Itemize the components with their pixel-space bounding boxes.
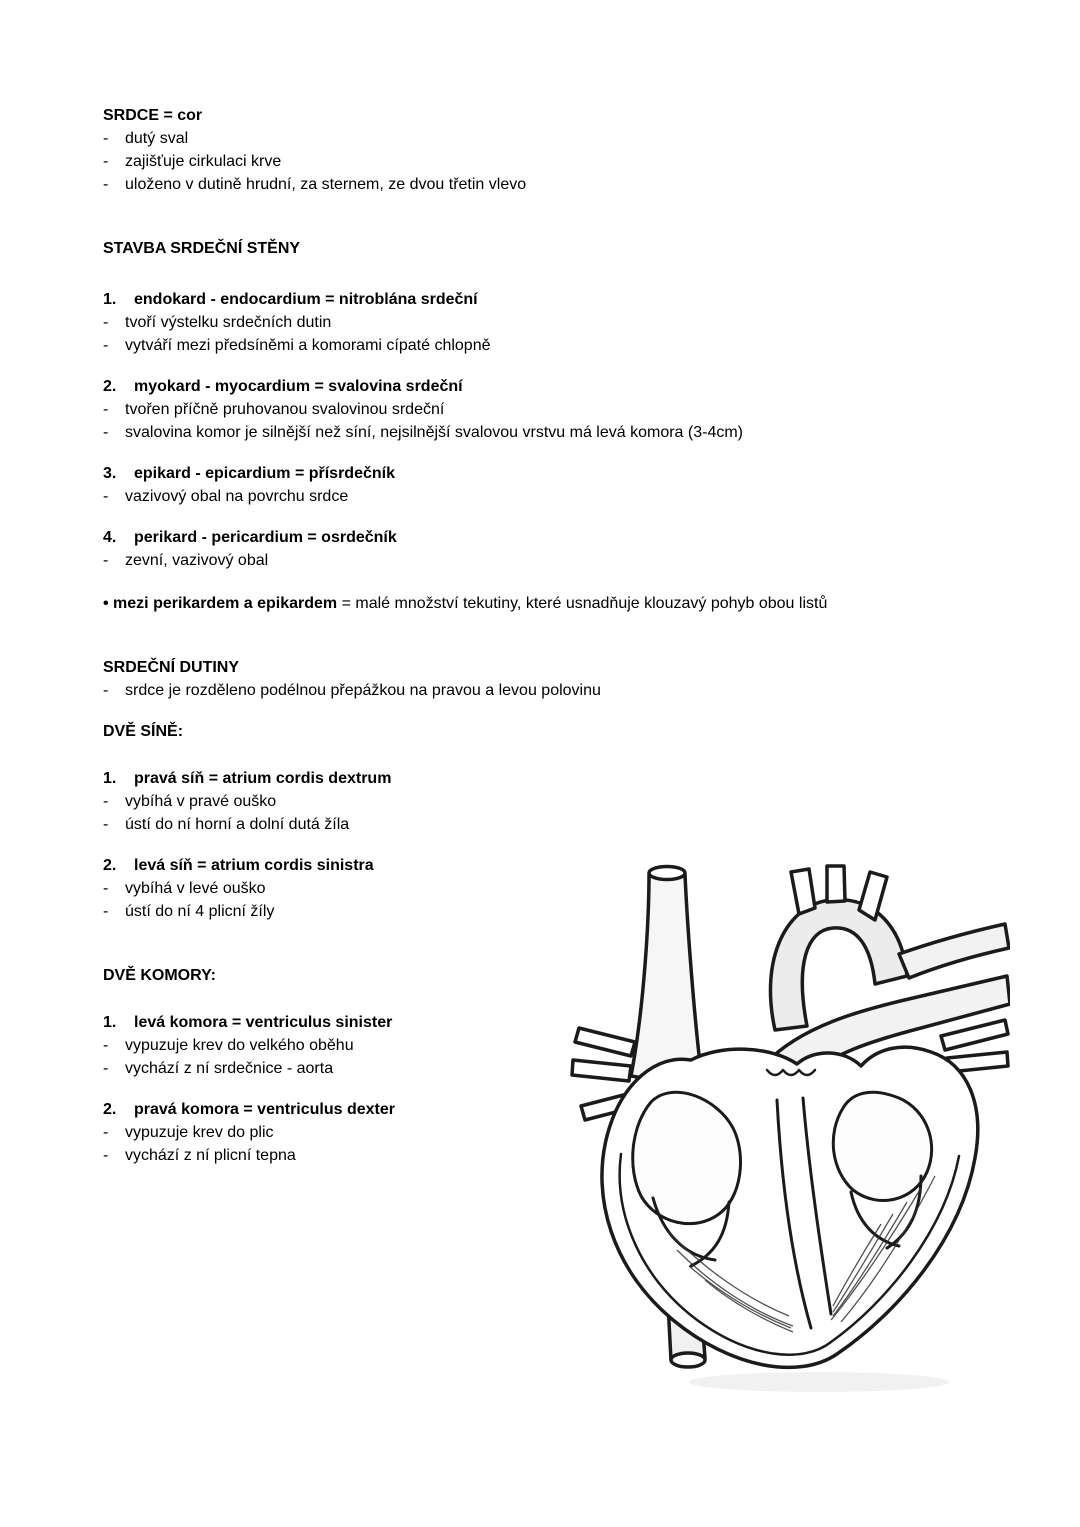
bullet-text: tvoří výstelku srdečních dutin — [125, 314, 332, 331]
item-title-text: myokard - myocardium = svalovina srdeční — [134, 378, 463, 395]
bullet-item — [103, 398, 983, 421]
item-title-text: pravá síň = atrium cordis dextrum — [134, 770, 392, 787]
bullet-text: vychází z ní srdečnice - aorta — [125, 1060, 334, 1077]
bullet-text: tvořen příčně pruhovanou svalovinou srdeční — [125, 401, 445, 418]
section-intro — [103, 104, 983, 196]
bullet-item — [103, 549, 983, 572]
item-title-text: levá síň = atrium cordis sinistra — [134, 857, 374, 874]
bullet-text: zajišťuje cirkulaci krve — [125, 153, 282, 170]
bullet-item — [103, 173, 983, 196]
bullet-dash: - — [103, 682, 109, 699]
bullet-dash: - — [103, 816, 109, 833]
numbered-item-epikard — [103, 462, 983, 508]
bullet-text: vybíhá v pravé ouško — [125, 793, 277, 810]
bullet-text: ústí do ní 4 plicní žíly — [125, 903, 275, 920]
bullet-text: vypuzuje krev do velkého oběhu — [125, 1037, 354, 1054]
bullet-text: srdce je rozděleno podélnou přepážkou na pravou a levou polovinu — [125, 682, 601, 699]
section-heading-komory: DVĚ KOMORY: — [103, 967, 216, 984]
bullet-item — [103, 127, 983, 150]
note-pericard-epicard — [103, 592, 848, 615]
numbered-item-title — [103, 767, 983, 790]
bullet-item — [103, 679, 983, 702]
numbered-item-endokard — [103, 288, 983, 357]
item-title-text: pravá komora = ventriculus dexter — [134, 1101, 395, 1118]
bullet-dash: - — [103, 793, 109, 810]
item-number: 1. — [103, 291, 117, 308]
bullet-dash: - — [103, 424, 109, 441]
item-number: 1. — [103, 770, 117, 787]
bullet-dash: - — [103, 488, 109, 505]
numbered-item-prava-sin — [103, 767, 983, 836]
bullet-text: uloženo v dutině hrudní, za sternem, ze dvou třetin vlevo — [125, 176, 527, 193]
bullet-text: ústí do ní horní a dolní dutá žíla — [125, 816, 350, 833]
item-number: 3. — [103, 465, 117, 482]
numbered-item-title — [103, 375, 983, 398]
note-bold-text: • mezi perikardem a epikardem — [103, 595, 338, 612]
bullet-text: vybíhá v levé ouško — [125, 880, 266, 897]
section-heading-stavba: STAVBA SRDEČNÍ STĚNY — [103, 240, 301, 257]
item-number: 2. — [103, 1101, 117, 1118]
bullet-text: zevní, vazivový obal — [125, 552, 269, 569]
item-title-text: perikard - pericardium = osrdečník — [134, 529, 397, 546]
numbered-item-myokard — [103, 375, 983, 444]
bullet-dash: - — [103, 337, 109, 354]
bullet-dash: - — [103, 1147, 109, 1164]
bullet-dash: - — [103, 903, 109, 920]
item-title-text: epikard - epicardium = přísrdečník — [134, 465, 395, 482]
bullet-text: svalovina komor je silnější než síní, nejsilnější svalovou vrstvu má levá komora (3-4cm) — [125, 424, 744, 441]
bullet-text: vypuzuje krev do plic — [125, 1124, 274, 1141]
bullet-item — [103, 334, 983, 357]
item-title-text: levá komora = ventriculus sinister — [134, 1014, 393, 1031]
section-cavities — [103, 656, 983, 702]
bullet-item — [103, 485, 983, 508]
bullet-dash: - — [103, 880, 109, 897]
note-rest-text: = malé množství tekutiny, které usnadňuje klouzavý pohyb obou listů — [337, 595, 828, 612]
item-number: 1. — [103, 1014, 117, 1031]
bullet-item — [103, 150, 983, 173]
heart-cross-section-drawing — [568, 858, 1010, 1398]
heart-anatomy-figure — [568, 858, 1010, 1398]
bullet-dash: - — [103, 1124, 109, 1141]
bullet-text: dutý sval — [125, 130, 189, 147]
bullet-dash: - — [103, 314, 109, 331]
item-number: 2. — [103, 378, 117, 395]
bullet-dash: - — [103, 552, 109, 569]
bullet-dash: - — [103, 130, 109, 147]
item-title-text: endokard - endocardium = nitroblána srdeční — [134, 291, 478, 308]
item-number: 4. — [103, 529, 117, 546]
bullet-item — [103, 421, 983, 444]
numbered-item-perikard — [103, 526, 983, 572]
numbered-item-title — [103, 288, 983, 311]
bullet-dash: - — [103, 1037, 109, 1054]
bullet-item — [103, 813, 983, 836]
bullet-dash: - — [103, 153, 109, 170]
bullet-item — [103, 790, 983, 813]
bullet-item — [103, 311, 983, 334]
bullet-text: vytváří mezi předsíněmi a komorami cípaté chlopně — [125, 337, 491, 354]
bullet-text: vychází z ní plicní tepna — [125, 1147, 296, 1164]
section-heading-sine: DVĚ SÍNĚ: — [103, 723, 184, 740]
section-heading-dutiny: SRDEČNÍ DUTINY — [103, 659, 240, 676]
item-number: 2. — [103, 857, 117, 874]
numbered-item-title — [103, 462, 983, 485]
bullet-dash: - — [103, 176, 109, 193]
numbered-item-title — [103, 526, 983, 549]
bullet-dash: - — [103, 401, 109, 418]
bullet-text: vazivový obal na povrchu srdce — [125, 488, 349, 505]
section-heading-srdce: SRDCE = cor — [103, 107, 203, 124]
bullet-dash: - — [103, 1060, 109, 1077]
